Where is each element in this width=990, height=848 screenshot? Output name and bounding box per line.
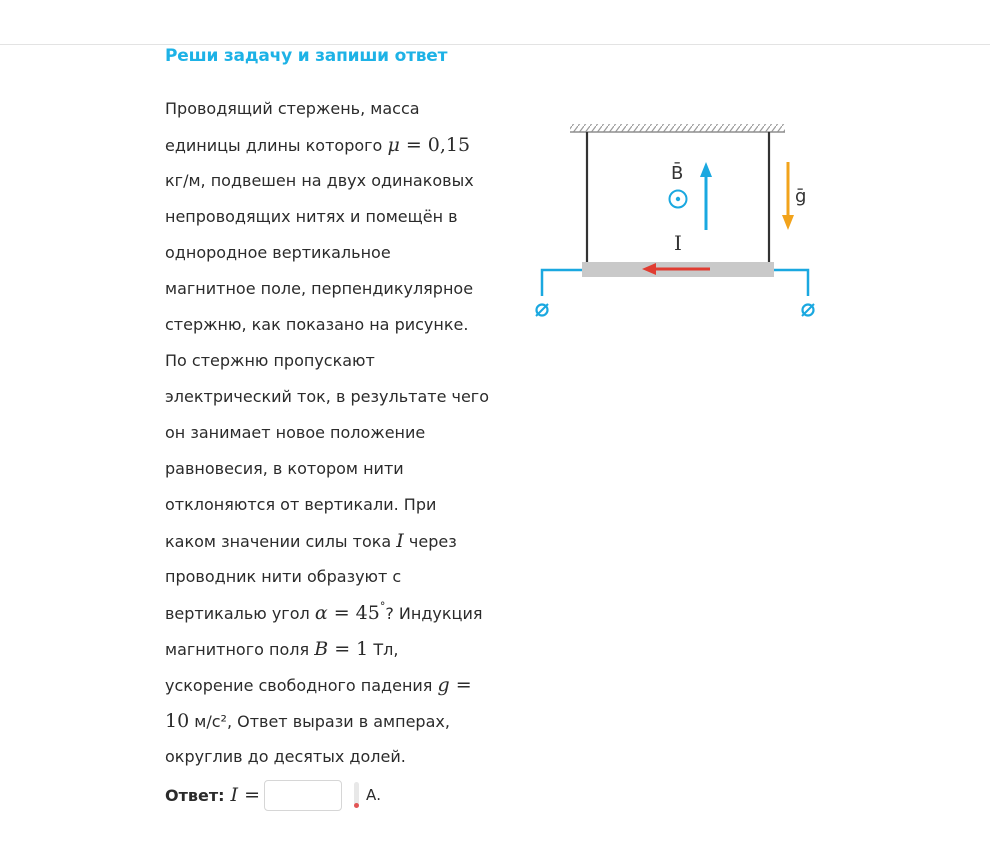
input-status-indicator <box>354 782 359 808</box>
text-segment: Проводящий стержень, масса <box>165 99 420 118</box>
top-divider <box>0 44 990 45</box>
text-segment: он занимает новое положение <box>165 423 426 442</box>
gravity-arrowhead-icon <box>782 215 794 230</box>
problem-line <box>165 487 495 523</box>
problem-line <box>165 559 495 595</box>
gravity-label: ḡ <box>795 186 807 207</box>
right-wire <box>774 270 808 296</box>
induction-expression: B = 1 <box>314 638 369 660</box>
b-field-arrowhead-icon <box>700 162 712 177</box>
right-terminal-icon <box>802 304 814 316</box>
problem-text <box>165 91 495 775</box>
problem-line <box>165 163 495 199</box>
text-segment: магнитное поле, перпендикулярное <box>165 279 474 298</box>
answer-label: Ответ: <box>165 785 225 805</box>
problem-line <box>165 415 495 451</box>
problem-line <box>165 667 495 703</box>
text-segment: единицы длины которого <box>165 136 388 155</box>
answer-row <box>165 777 381 813</box>
problem-line <box>165 703 495 739</box>
unit-wrap <box>354 782 381 808</box>
problem-line <box>165 379 495 415</box>
current-label: I <box>674 231 682 255</box>
text-segment: ускорение свободного падения <box>165 676 438 695</box>
current-variable: I <box>396 530 404 552</box>
gravity-value: 10 <box>165 710 190 732</box>
text-segment: Тл, <box>368 640 399 659</box>
problem-line <box>165 235 495 271</box>
mu-expression: μ = 0,15 <box>387 134 471 156</box>
physics-diagram <box>530 118 820 328</box>
left-wire <box>542 270 582 296</box>
answer-input[interactable] <box>264 780 342 811</box>
b-field-label: B̄ <box>671 163 684 184</box>
problem-line <box>165 451 495 487</box>
text-segment: магнитного поля <box>165 640 315 659</box>
text-segment: каком значении силы тока <box>165 532 397 551</box>
text-segment: кг/м, подвешен на двух одинаковых <box>165 171 474 190</box>
text-segment: По стержню пропускают <box>165 351 375 370</box>
text-segment: непроводящих нитях и помещён в <box>165 207 458 226</box>
problem-line <box>165 595 495 631</box>
text-segment: м/с², Ответ вырази в амперах, <box>189 712 450 731</box>
text-segment: проводник нити образуют с <box>165 567 402 586</box>
answer-unit: А. <box>366 786 382 804</box>
text-segment: однородное вертикальное <box>165 243 391 262</box>
answer-variable: I = <box>230 784 261 806</box>
text-segment: через <box>403 532 457 551</box>
problem-line <box>165 91 495 127</box>
text-segment: ? Индукция <box>385 604 483 623</box>
text-segment: электрический ток, в результате чего <box>165 387 489 406</box>
problem-line <box>165 739 495 775</box>
problem-line <box>165 307 495 343</box>
text-segment: равновесия, в котором нити <box>165 459 404 478</box>
task-title: Реши задачу и запиши ответ <box>165 46 448 66</box>
problem-line <box>165 523 495 559</box>
left-terminal-icon <box>536 304 548 316</box>
text-segment: округлив до десятых долей. <box>165 747 406 766</box>
text-segment: стержню, как показано на рисунке. <box>165 315 469 334</box>
text-segment: отклоняются от вертикали. При <box>165 495 437 514</box>
problem-line <box>165 343 495 379</box>
gravity-expression: g = <box>437 674 472 696</box>
ceiling-hatch <box>570 124 785 132</box>
problem-line <box>165 271 495 307</box>
problem-line <box>165 631 495 667</box>
problem-line <box>165 127 495 163</box>
angle-expression: α = 45° <box>314 599 386 624</box>
text-segment: вертикалью угол <box>165 604 315 623</box>
problem-line <box>165 199 495 235</box>
b-field-dot-center <box>676 197 680 201</box>
